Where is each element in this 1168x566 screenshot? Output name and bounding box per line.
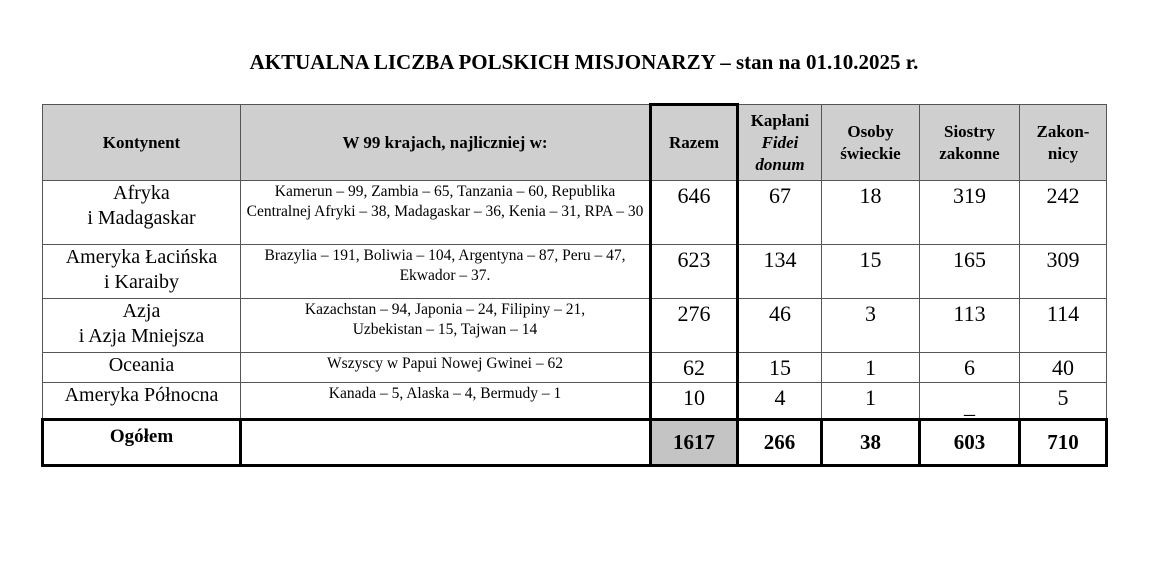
totals-priests-cell: 266 (738, 420, 822, 466)
countries-cell: Kamerun – 99, Zambia – 65, Tanzania – 60, Republika Centralnej Afryki – 38, Madagaskar – 36, Kenia – 31, RPA – 30 (241, 181, 651, 245)
header-continent: Kontynent (43, 105, 241, 181)
religious-cell: 5 (1020, 383, 1107, 420)
empty-value-dash: _ (964, 393, 975, 418)
totals-countries-cell (241, 420, 651, 466)
sisters-cell: 165 (920, 245, 1020, 299)
totals-sisters-cell: 603 (920, 420, 1020, 466)
header-lay: Osoby świeckie (822, 105, 920, 181)
countries-cell: Wszyscy w Papui Nowej Gwinei – 62 (241, 353, 651, 383)
missionaries-table (41, 103, 1108, 467)
total-cell: 10 (651, 383, 738, 420)
table-row (43, 353, 1107, 383)
header-religious: Zakon- nicy (1020, 105, 1107, 181)
total-cell: 646 (651, 181, 738, 245)
grand-total-cell: 1617 (651, 420, 738, 466)
totals-religious-cell: 710 (1020, 420, 1107, 466)
table-row (43, 181, 1107, 245)
header-countries: W 99 krajach, najliczniej w: (241, 105, 651, 181)
religious-cell: 309 (1020, 245, 1107, 299)
header-row (43, 105, 1107, 181)
totals-row (43, 420, 1107, 466)
lay-cell: 18 (822, 181, 920, 245)
countries-cell: Kazachstan – 94, Japonia – 24, Filipiny – 21, Uzbekistan – 15, Tajwan – 14 (241, 299, 651, 353)
continent-cell: Ameryka Łacińska i Karaiby (43, 245, 241, 299)
sisters-cell: 113 (920, 299, 1020, 353)
lay-cell: 1 (822, 353, 920, 383)
page-title: AKTUALNA LICZBA POLSKICH MISJONARZY – stan na 01.10.2025 r. (249, 50, 919, 74)
priests-cell: 46 (738, 299, 822, 353)
priests-cell: 4 (738, 383, 822, 420)
sisters-cell (920, 383, 1020, 420)
religious-cell: 40 (1020, 353, 1107, 383)
header-priests: Kapłani Fidei donum (738, 105, 822, 181)
continent-cell: Ameryka Północna (43, 383, 241, 420)
priests-cell: 134 (738, 245, 822, 299)
totals-lay-cell: 38 (822, 420, 920, 466)
total-cell: 62 (651, 353, 738, 383)
continent-cell: Oceania (43, 353, 241, 383)
priests-cell: 67 (738, 181, 822, 245)
sisters-cell: 6 (920, 353, 1020, 383)
total-cell: 623 (651, 245, 738, 299)
continent-cell: Azja i Azja Mniejsza (43, 299, 241, 353)
total-cell: 276 (651, 299, 738, 353)
header-total: Razem (651, 105, 738, 181)
totals-label: Ogółem (43, 420, 241, 466)
header-sisters: Siostry zakonne (920, 105, 1020, 181)
sisters-cell: 319 (920, 181, 1020, 245)
continent-cell: Afryka i Madagaskar (43, 181, 241, 245)
lay-cell: 1 (822, 383, 920, 420)
countries-cell: Kanada – 5, Alaska – 4, Bermudy – 1 (241, 383, 651, 420)
countries-cell: Brazylia – 191, Boliwia – 104, Argentyna – 87, Peru – 47, Ekwador – 37. (241, 245, 651, 299)
priests-cell: 15 (738, 353, 822, 383)
table-row (43, 245, 1107, 299)
table-row (43, 383, 1107, 420)
religious-cell: 242 (1020, 181, 1107, 245)
table-row (43, 299, 1107, 353)
lay-cell: 15 (822, 245, 920, 299)
lay-cell: 3 (822, 299, 920, 353)
religious-cell: 114 (1020, 299, 1107, 353)
